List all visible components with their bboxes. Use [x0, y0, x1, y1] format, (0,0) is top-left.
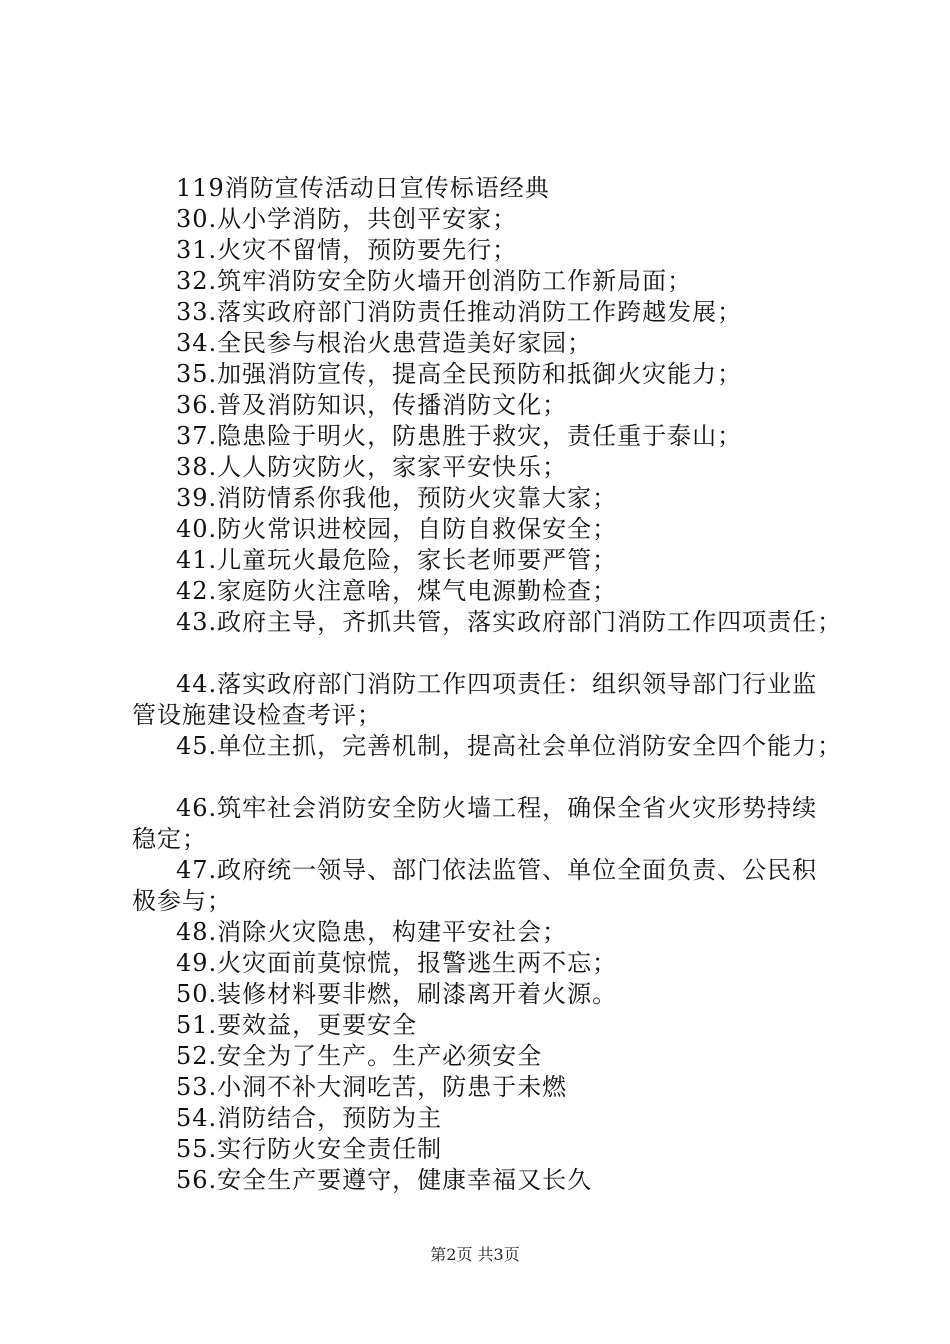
list-item: 41.儿童玩火最危险，家长老师要严管；: [176, 546, 618, 574]
list-item: 55.实行防火安全责任制: [176, 1135, 443, 1163]
list-item: 44.落实政府部门消防工作四项责任：组织领导部门行业监管设施建设检查考评；: [132, 670, 818, 729]
paragraph-gap: [132, 762, 852, 793]
list-item: 50.装修材料要非燃，刷漆离开着火源。: [176, 980, 618, 1008]
page-footer: 第2页 共3页: [430, 1245, 520, 1264]
list-item: 38.人人防灾防火，家家平安快乐；: [176, 453, 568, 481]
list-item: 54.消防结合，预防为主: [176, 1104, 443, 1132]
list-item: 51.要效益，更要安全: [176, 1011, 418, 1039]
list-item: 32.筑牢消防安全防火墙开创消防工作新局面；: [176, 267, 693, 295]
list-item: 43.政府主导，齐抓共管，落实政府部门消防工作四项责任；: [176, 608, 843, 636]
list-item: 40.防火常识进校园，自防自救保安全；: [176, 515, 618, 543]
list-item: 31.火灾不留情，预防要先行；: [176, 236, 518, 264]
list-item: 42.家庭防火注意啥，煤气电源勤检查；: [176, 577, 618, 605]
list-item: 37.隐患险于明火，防患胜于救灾，责任重于泰山；: [176, 422, 743, 450]
list-item: 46.筑牢社会消防安全防火墙工程，确保全省火灾形势持续稳定；: [132, 794, 818, 853]
list-item: 48.消除火灾隐患，构建平安社会；: [176, 918, 568, 946]
list-item: 36.普及消防知识，传播消防文化；: [176, 391, 568, 419]
list-item: 34.全民参与根治火患营造美好家园；: [176, 329, 593, 357]
list-item: 35.加强消防宣传，提高全民预防和抵御火灾能力；: [176, 360, 743, 388]
list-item: 39.消防情系你我他，预防火灾靠大家；: [176, 484, 618, 512]
list-item: 56.安全生产要遵守，健康幸福又长久: [176, 1166, 593, 1194]
list-item: 47.政府统一领导、部门依法监管、单位全面负责、公民积极参与；: [132, 856, 818, 915]
document-title: 119消防宣传活动日宣传标语经典: [176, 174, 550, 202]
paragraph-gap: [132, 638, 852, 669]
list-item: 33.落实政府部门消防责任推动消防工作跨越发展；: [176, 298, 743, 326]
list-item: 30.从小学消防，共创平安家；: [176, 205, 518, 233]
list-item: 53.小洞不补大洞吃苦，防患于未燃: [176, 1073, 568, 1101]
list-item: 52.安全为了生产。生产必须安全: [176, 1042, 543, 1070]
list-item: 45.单位主抓，完善机制，提高社会单位消防安全四个能力；: [176, 732, 843, 760]
list-item: 49.火灾面前莫惊慌，报警逃生两不忘；: [176, 949, 618, 977]
document-body: [132, 173, 852, 1196]
